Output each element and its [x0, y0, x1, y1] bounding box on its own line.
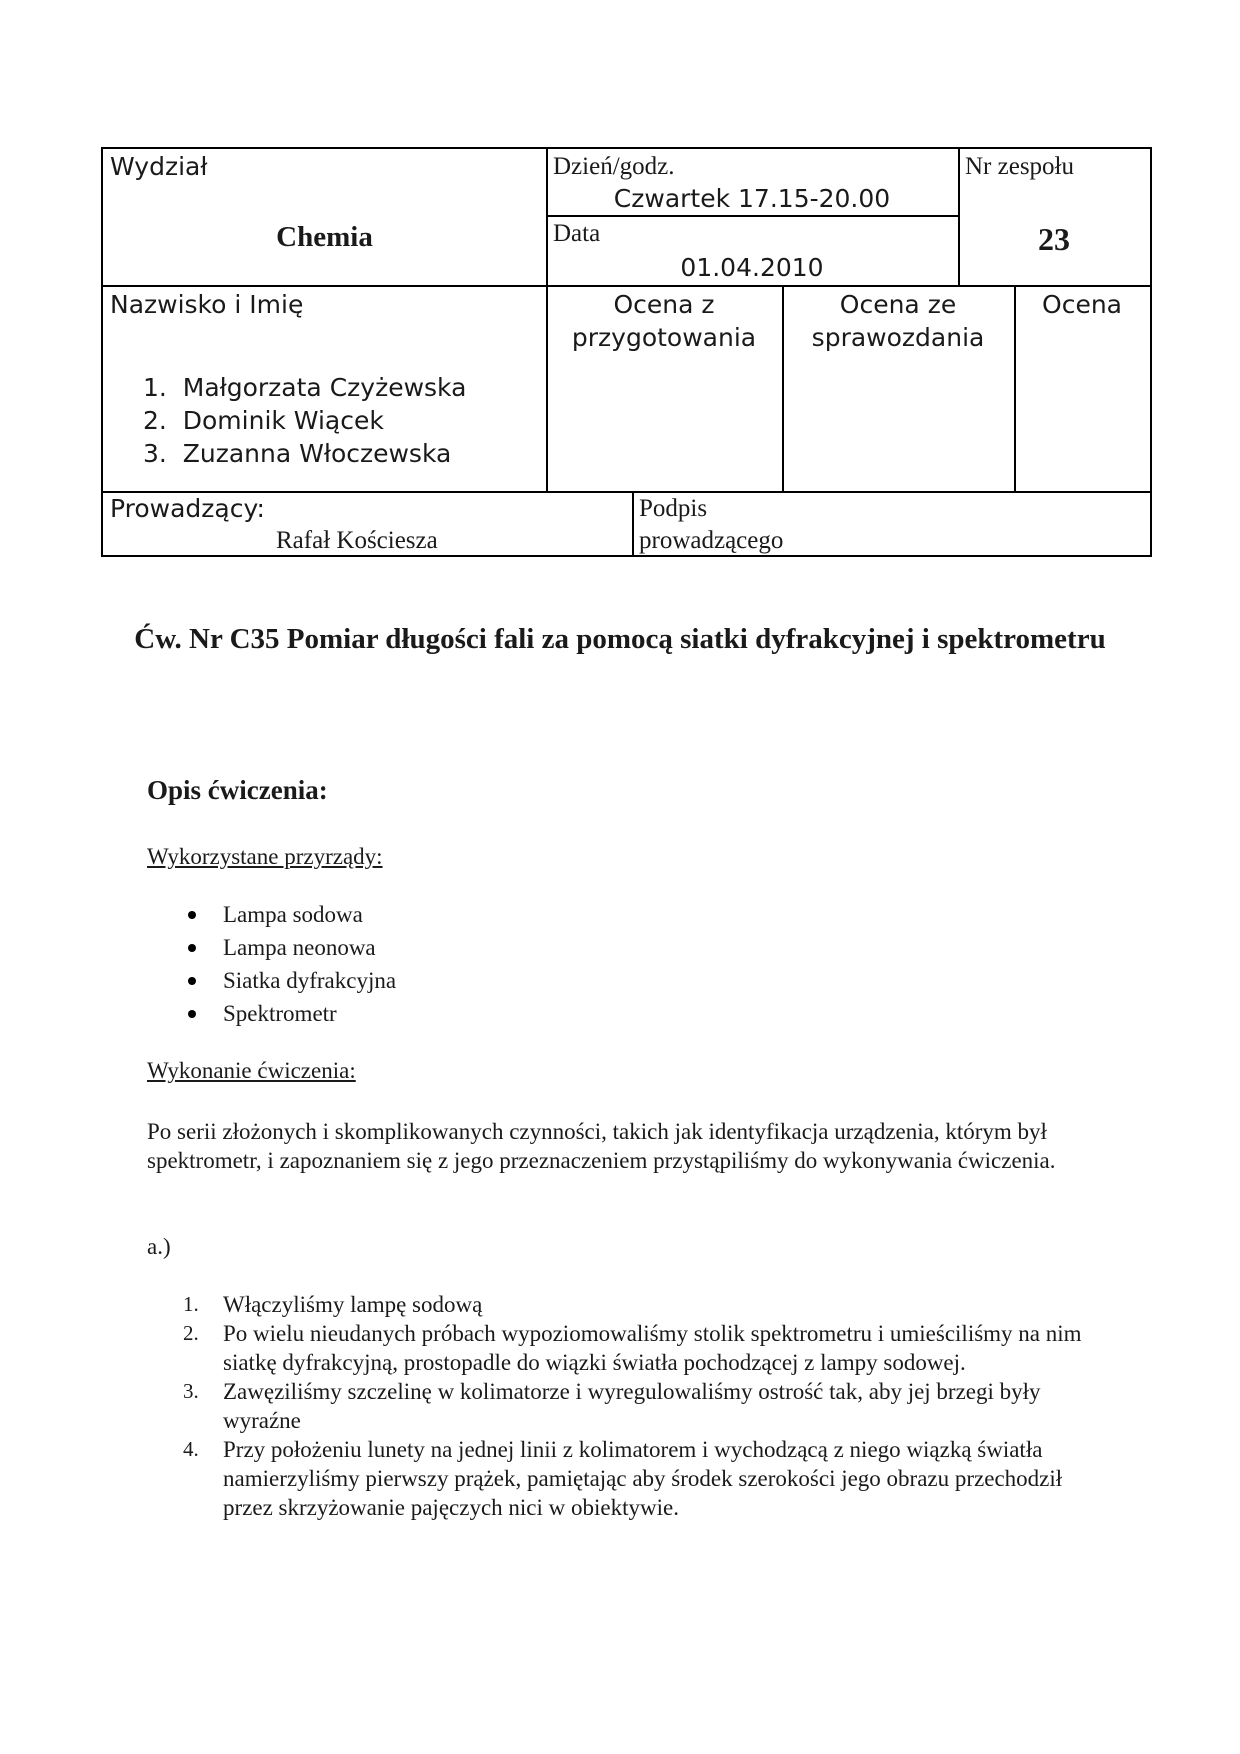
team-value: 23	[1038, 221, 1070, 257]
part-label: a.)	[147, 1234, 171, 1259]
grade-prep-line1: Ocena z	[613, 290, 715, 319]
grade-prep-line2: przygotowania	[571, 323, 757, 352]
table-divider	[546, 215, 958, 217]
grade-label: Ocena	[1042, 290, 1122, 319]
day-label: Dzień/godz.	[553, 153, 675, 180]
table-divider	[103, 285, 1150, 287]
signature-line2: prowadzącego	[639, 527, 784, 554]
list-item: 2. Po wielu nieudanych próbach wypoziomowaliśmy stolik spektrometru i umieściliśmy na nim siatkę dyfrakcyjną, prostopadle do wiązki światła pochodzącej z lampy sodowej.	[183, 1321, 1082, 1375]
day-value: Czwartek 17.15-20.00	[613, 184, 891, 213]
bullet-icon	[188, 911, 196, 919]
names-list	[143, 372, 466, 471]
equipment-title: Wykorzystane przyrządy:	[147, 844, 383, 869]
execution-title: Wykonanie ćwiczenia:	[147, 1058, 356, 1083]
grade-report-line2: sprawozdania	[811, 323, 985, 352]
table-divider	[632, 491, 634, 555]
date-label: Data	[553, 220, 601, 247]
list-item: 4. Przy położeniu lunety na jednej linii z kolimatorem i wychodzącą z niego wiązką światła namierzyliśmy pierwszy prążek, pamiętając aby środek szerokości jego obrazu przechodził przez skrzyżowanie pajęczych nici w obiektywie.	[183, 1437, 1063, 1520]
list-item: 2. Dominik Wiącek	[143, 406, 384, 435]
steps-list	[147, 1290, 1097, 1522]
intro-paragraph: Po serii złożonych i skomplikowanych czynności, takich jak identyfikacja urządzenia, którym był spektrometr, i zapoznaniem się z jego przeznaczeniem przystąpiliśmy do wykonywania ćwiczenia.	[147, 1119, 1056, 1173]
team-label: Nr zespołu	[965, 153, 1074, 180]
faculty-label: Wydział	[110, 152, 208, 181]
list-item: Lampa sodowa	[147, 898, 396, 931]
list-item: 1. Małgorzata Czyżewska	[143, 373, 467, 402]
instructor-label: Prowadzący:	[110, 494, 265, 523]
list-item: 1. Włączyliśmy lampę sodową	[183, 1292, 483, 1317]
list-item: Lampa neonowa	[147, 931, 396, 964]
bullet-icon	[188, 1010, 196, 1018]
equipment-list	[147, 898, 396, 1030]
section-title: Opis ćwiczenia:	[147, 775, 328, 805]
instructor-value: Rafał Kościesza	[276, 527, 438, 554]
bullet-icon	[188, 944, 196, 952]
bullet-icon	[188, 977, 196, 985]
signature-line1: Podpis	[639, 495, 708, 522]
list-item: Siatka dyfrakcyjna	[147, 964, 396, 997]
grade-report-line1: Ocena ze	[839, 290, 957, 319]
faculty-value: Chemia	[276, 221, 373, 253]
date-value: 01.04.2010	[680, 253, 824, 282]
document-title: Ćw. Nr C35 Pomiar długości fali za pomocą siatki dyfrakcyjnej i spektrometru	[134, 623, 1106, 655]
list-item: 3. Zuzanna Włoczewska	[143, 439, 452, 468]
header-table	[101, 147, 1152, 557]
table-divider	[958, 149, 960, 285]
list-item: Spektrometr	[147, 997, 396, 1030]
list-item: 3. Zawęziliśmy szczelinę w kolimatorze i wyregulowaliśmy ostrość tak, aby jej brzegi były wyraźne	[183, 1379, 1041, 1433]
names-label: Nazwisko i Imię	[110, 290, 304, 319]
